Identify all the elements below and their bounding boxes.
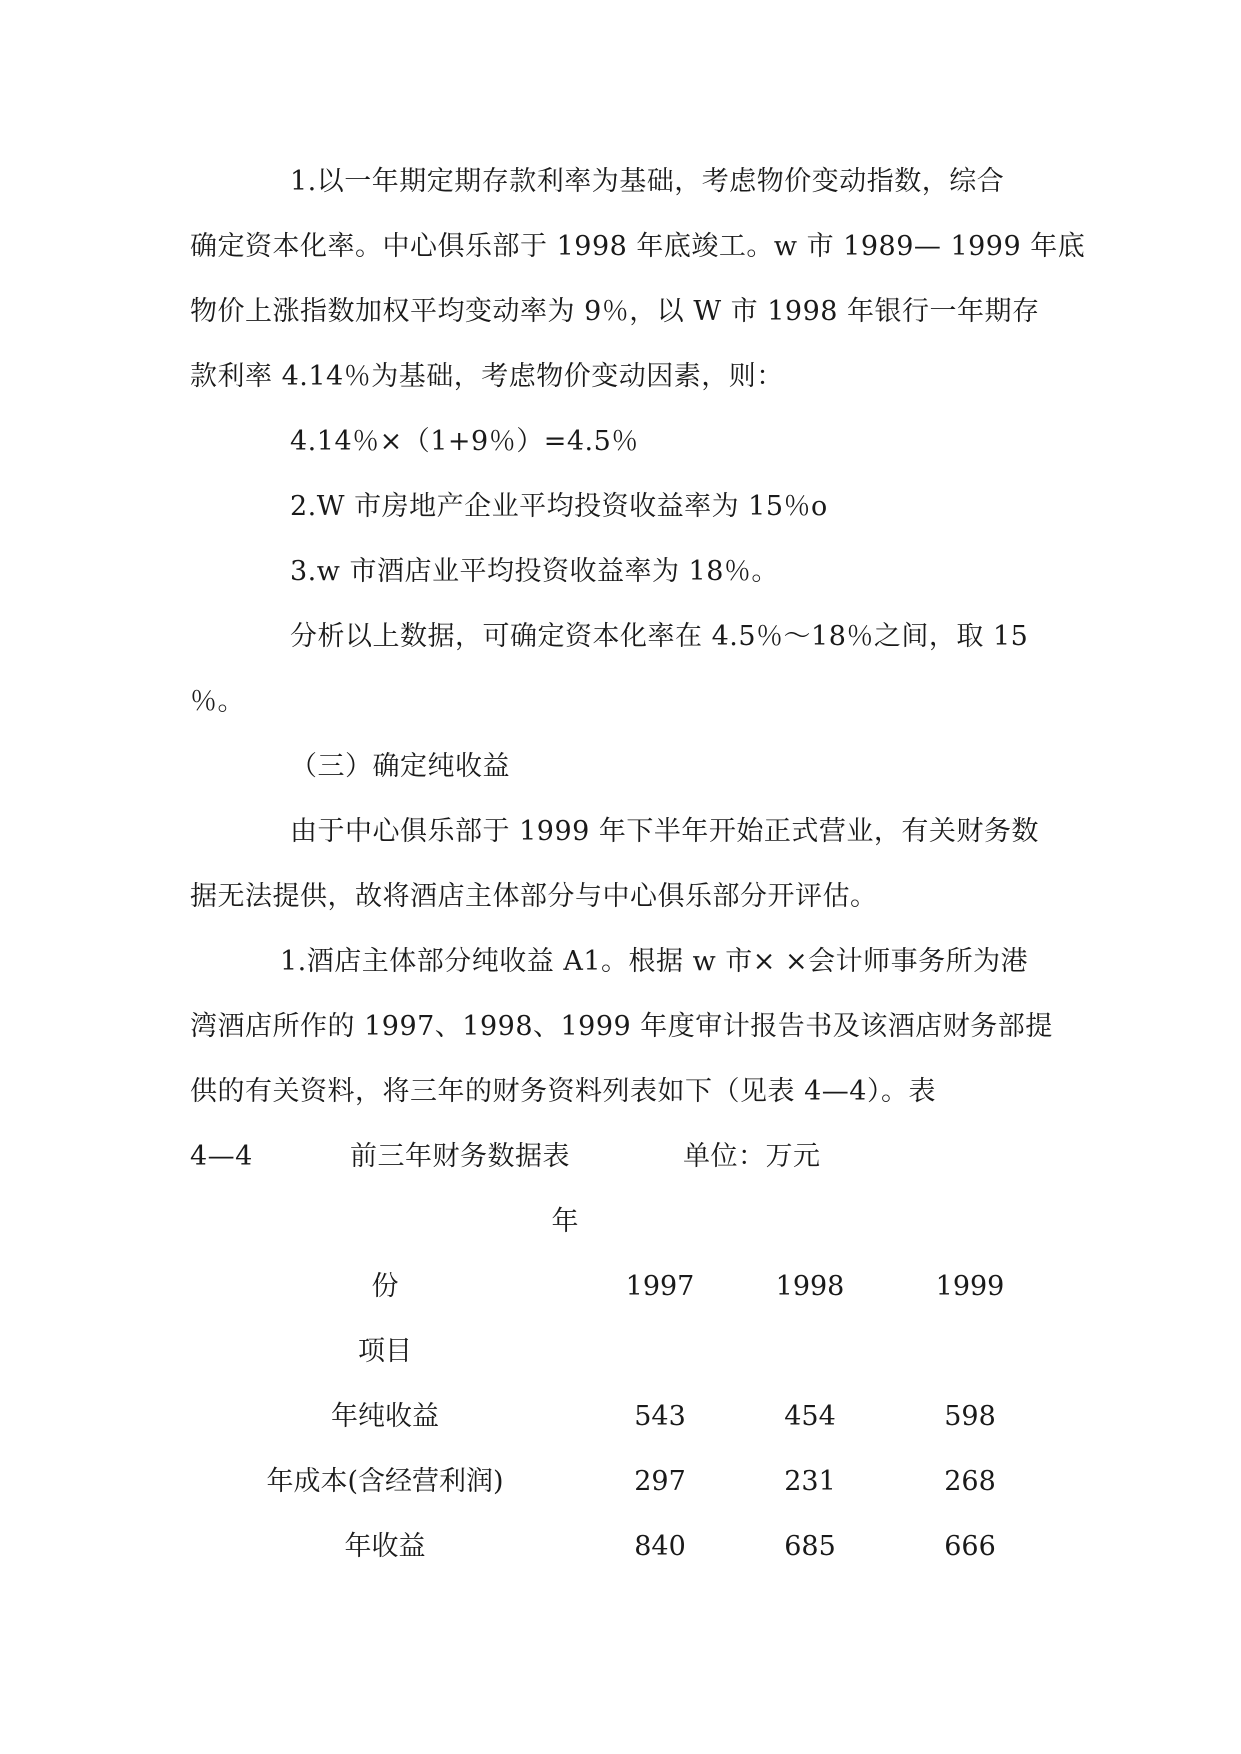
table-cell: 666 <box>944 1531 996 1562</box>
year-header: 1999 <box>935 1271 1005 1302</box>
table-cell: 598 <box>944 1401 996 1432</box>
header-period-char: 份 <box>371 1271 399 1302</box>
header-year-char: 年 <box>551 1206 579 1237</box>
paragraph-line: 供的有关资料，将三年的财务资料列表如下（见表 4—4）。表 <box>190 1076 936 1107</box>
year-header: 1998 <box>775 1271 845 1302</box>
paragraph-line: 2.W 市房地产企业平均投资收益率为 15％o <box>290 491 828 522</box>
table-cell: 685 <box>784 1531 836 1562</box>
formula-line: 4.14％×（1+9％）=4.5％ <box>290 426 639 457</box>
table-title: 前三年财务数据表 <box>350 1141 570 1172</box>
table-number: 4—4 <box>190 1141 253 1172</box>
table-unit: 单位：万元 <box>683 1141 821 1172</box>
table-cell: 543 <box>634 1401 686 1432</box>
row-label: 年成本(含经营利润) <box>266 1466 504 1497</box>
paragraph-line: 物价上涨指数加权平均变动率为 9％，以 W 市 1998 年银行一年期存 <box>190 296 1040 327</box>
header-item-label: 项目 <box>358 1336 412 1367</box>
row-label: 年纯收益 <box>331 1401 439 1432</box>
table-cell: 840 <box>634 1531 686 1562</box>
table-cell: 454 <box>784 1401 836 1432</box>
row-label: 年收益 <box>344 1531 426 1562</box>
table-cell: 268 <box>944 1466 996 1497</box>
paragraph-line: 款利率 4.14％为基础，考虑物价变动因素，则： <box>190 361 784 392</box>
section-heading: （三）确定纯收益 <box>290 751 510 782</box>
paragraph-line: 据无法提供，故将酒店主体部分与中心俱乐部分开评估。 <box>190 881 878 912</box>
year-header: 1997 <box>625 1271 695 1302</box>
paragraph-line: 分析以上数据，可确定资本化率在 4.5％～18％之间，取 15 <box>290 621 1029 652</box>
paragraph-line: 1.酒店主体部分纯收益 A1。根据 w 市× ×会计师事务所为港 <box>280 946 1029 977</box>
paragraph-line: 确定资本化率。中心俱乐部于 1998 年底竣工。w 市 1989— 1999 年底 <box>190 231 1086 262</box>
table-cell: 231 <box>784 1466 836 1497</box>
paragraph-line: 1.以一年期定期存款利率为基础，考虑物价变动指数，综合 <box>290 166 1005 197</box>
paragraph-line: ％。 <box>190 686 245 717</box>
paragraph-line: 3.w 市酒店业平均投资收益率为 18％。 <box>290 556 779 587</box>
paragraph-line: 由于中心俱乐部于 1999 年下半年开始正式营业，有关财务数 <box>290 816 1039 847</box>
paragraph-line: 湾酒店所作的 1997、1998、1999 年度审计报告书及该酒店财务部提 <box>190 1011 1053 1042</box>
table-cell: 297 <box>634 1466 686 1497</box>
